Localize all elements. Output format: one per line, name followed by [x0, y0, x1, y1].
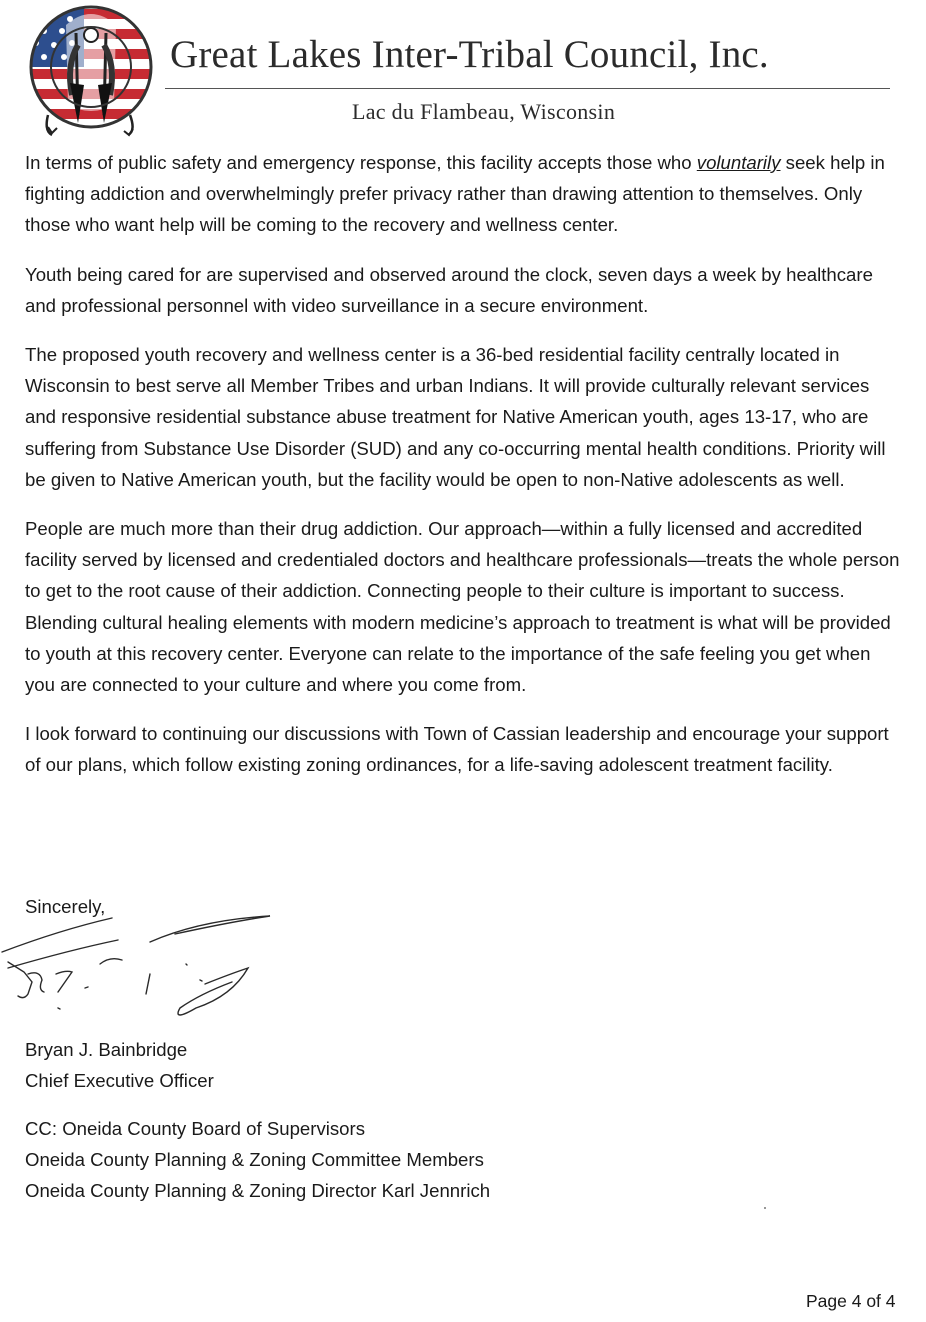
paragraph-public-safety	[25, 147, 905, 241]
paragraph-facility: The proposed youth recovery and wellness center is a 36-bed residential facility centrally located in Wisconsin to best serve all Member Tribes and urban Indians. It will provide culturally relevant services and responsive residential substance abuse treatment for Native American youth, ages 13-17, who are suffering from Substance Use Disorder (SUD) and any co-occurring mental health conditions. Priority will be given to Native American youth, but the facility would be open to non-Native adolescents as well.	[25, 344, 886, 490]
cc-list	[25, 1113, 490, 1206]
org-location: Lac du Flambeau, Wisconsin	[352, 99, 616, 124]
cc-line: Oneida County Planning & Zoning Director Karl Jennrich	[25, 1180, 491, 1201]
signatory-name: Bryan J. Bainbridge	[25, 1039, 188, 1060]
closing-salutation: Sincerely,	[25, 896, 106, 917]
letterhead-divider	[165, 88, 890, 89]
page-number: Page 4 of 4	[806, 1291, 896, 1311]
paragraph-text: seek help in fighting addiction and overwhelmingly prefer privacy rather than drawing attention to themselves. Only those who want help will be coming to the recovery and wellness center.	[25, 152, 885, 236]
cc-line: CC: Oneida County Board of Supervisors	[25, 1118, 366, 1139]
cc-line: Oneida County Planning & Zoning Committee Members	[25, 1149, 484, 1170]
paragraph-closing-request: I look forward to continuing our discussions with Town of Cassian leadership and encourage your support of our plans, which follow existing zoning ordinances, for a life-saving adolescent treatment facility.	[25, 723, 889, 776]
signatory-title: Chief Executive Officer	[25, 1070, 214, 1091]
signatory-block	[25, 1034, 214, 1096]
paragraph-approach: People are much more than their drug addiction. Our approach—within a fully licensed and accredited facility served by licensed and credentialed doctors and healthcare professionals—treats the whole person to get to the root cause of their addiction. Connecting people to their culture is important to success. Blending cultural healing elements with modern medicine’s approach to treatment is what will be provided to youth at this recovery center. Everyone can relate to the importance of the safe feeling you get when you are connected to your culture and where you come from.	[25, 518, 900, 696]
letterhead	[0, 0, 926, 140]
paragraph-text: In terms of public safety and emergency response, this facility accepts those who	[25, 152, 697, 173]
signature	[0, 912, 280, 1022]
emphasized-word: voluntarily	[696, 152, 781, 173]
org-name: Great Lakes Inter-Tribal Council, Inc.	[170, 33, 769, 76]
glitc-seal-icon	[26, 5, 156, 139]
scan-speck	[764, 1207, 766, 1209]
letter-body	[25, 147, 905, 799]
paragraph-supervision: Youth being cared for are supervised and observed around the clock, seven days a week by healthcare and professional personnel with video surveillance in a secure environment.	[25, 263, 873, 316]
